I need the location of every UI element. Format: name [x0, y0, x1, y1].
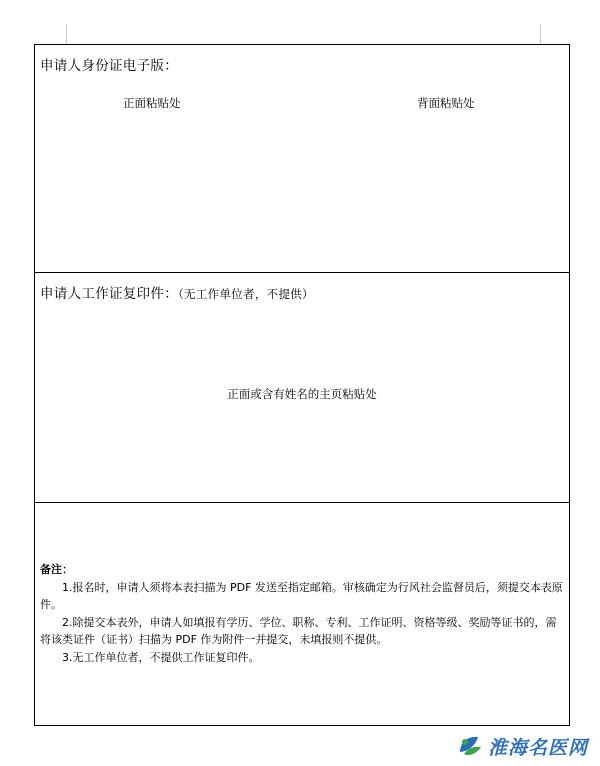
workcert-title-text: 申请人工作证复印件： — [40, 286, 178, 302]
remark-item-3: 3.无工作单位者，不提供工作证复印件。 — [62, 650, 260, 664]
remarks-block — [40, 561, 565, 666]
application-form-table — [34, 44, 570, 726]
idcard-front-paste-label: 正面粘贴处 — [123, 96, 181, 110]
idcard-section — [35, 45, 569, 273]
workcert-paste-label: 正面或含有姓名的主页粘贴处 — [227, 387, 377, 401]
workcert-title-note: （无工作单位者，不提供） — [178, 287, 314, 301]
watermark-text: 淮海名医网 — [488, 736, 589, 759]
remarks-section — [35, 503, 569, 725]
crop-mark-top-right-vertical — [540, 24, 541, 44]
idcard-back-paste-label: 背面粘贴处 — [417, 96, 475, 110]
crop-mark-top-left-vertical — [66, 24, 67, 44]
remark-item-2: 2.除提交本表外，申请人如填报有学历、学位、职称、专利、工作证明、资格等级、奖励等证书的，需将该类证件（证书）扫描为 PDF 作为附件一并提交，未填报则不提供。 — [40, 615, 557, 646]
idcard-section-title: 申请人身份证电子版： — [40, 58, 178, 74]
leaf-logo-icon — [456, 732, 484, 760]
remark-item-1: 1.报名时，申请人须将本表扫描为 PDF 发送至指定邮箱。审核确定为行风社会监督员后，须提交本表原件。 — [40, 580, 563, 611]
remarks-title: 备注： — [40, 563, 73, 576]
watermark-logo — [456, 731, 588, 761]
workcert-section-title — [40, 282, 314, 302]
workcert-section — [35, 273, 569, 503]
